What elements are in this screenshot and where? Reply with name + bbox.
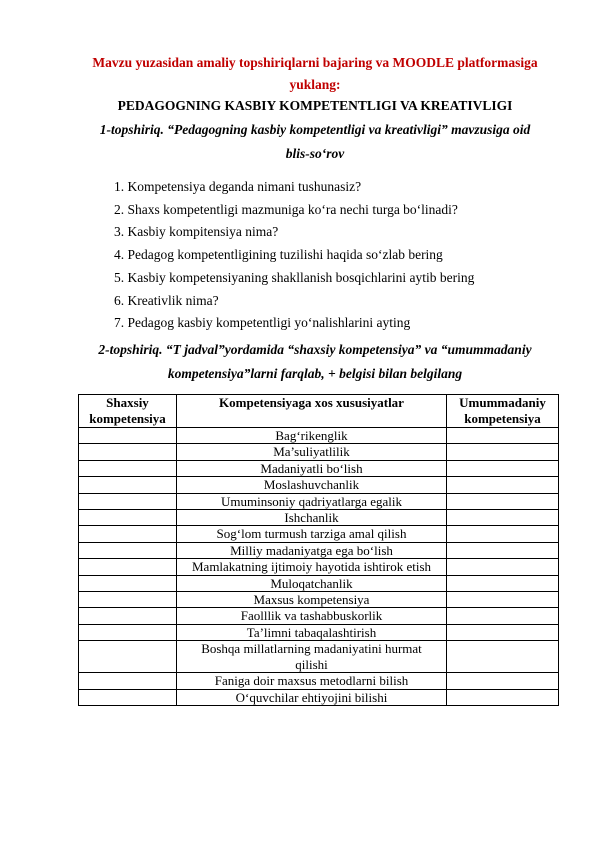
instruction-line-2: yuklang: bbox=[289, 77, 341, 92]
umummadaniy-cell[interactable] bbox=[447, 428, 559, 444]
question-item: 6. Kreativlik nima? bbox=[114, 292, 219, 308]
table-row bbox=[79, 624, 559, 640]
shaxsiy-cell[interactable] bbox=[79, 444, 177, 460]
shaxsiy-cell[interactable] bbox=[79, 592, 177, 608]
header-xususiyatlar: Kompetensiyaga xos xususiyatlar bbox=[177, 395, 447, 428]
trait-cell: Madaniyatli bo‘lish bbox=[177, 460, 447, 476]
table-row bbox=[79, 641, 559, 673]
trait-cell: Ta’limni tabaqalashtirish bbox=[177, 624, 447, 640]
header-umummadaniy: Umummadaniy kompetensiya bbox=[447, 395, 559, 428]
umummadaniy-cell[interactable] bbox=[447, 460, 559, 476]
question-item: 7. Pedagog kasbiy kompetentligi yo‘nalishlarini ayting bbox=[114, 315, 411, 331]
trait-cell: Moslashuvchanlik bbox=[177, 477, 447, 493]
task1-heading-line2: blis-so‘rov bbox=[285, 146, 345, 161]
task2-heading-line1: 2-topshiriq. “T jadval”yordamida “shaxsiy kompetensiya” va “umummadaniy bbox=[98, 342, 532, 357]
shaxsiy-cell[interactable] bbox=[79, 542, 177, 558]
umummadaniy-cell[interactable] bbox=[447, 559, 559, 575]
umummadaniy-cell[interactable] bbox=[447, 444, 559, 460]
task2-heading-line2: kompetensiya”larni farqlab, + belgisi bilan belgilang bbox=[167, 366, 463, 381]
question-item: 3. Kasbiy kompitensiya nima? bbox=[114, 224, 279, 240]
shaxsiy-cell[interactable] bbox=[79, 559, 177, 575]
shaxsiy-cell[interactable] bbox=[79, 673, 177, 689]
t-table bbox=[78, 394, 559, 706]
table-row bbox=[79, 510, 559, 526]
shaxsiy-cell[interactable] bbox=[79, 460, 177, 476]
table-row bbox=[79, 444, 559, 460]
umummadaniy-cell[interactable] bbox=[447, 493, 559, 509]
trait-cell: Ma’suliyatlilik bbox=[177, 444, 447, 460]
table-row bbox=[79, 526, 559, 542]
question-item: 5. Kasbiy kompetensiyaning shakllanish bosqichlarini aytib bering bbox=[114, 269, 475, 285]
table-row bbox=[79, 428, 559, 444]
umummadaniy-cell[interactable] bbox=[447, 624, 559, 640]
table-row bbox=[79, 542, 559, 558]
shaxsiy-cell[interactable] bbox=[79, 575, 177, 591]
shaxsiy-cell[interactable] bbox=[79, 493, 177, 509]
trait-cell: Maxsus kompetensiya bbox=[177, 592, 447, 608]
table-row bbox=[79, 592, 559, 608]
umummadaniy-cell[interactable] bbox=[447, 689, 559, 705]
table-row bbox=[79, 460, 559, 476]
trait-cell: O‘quvchilar ehtiyojini bilishi bbox=[177, 689, 447, 705]
shaxsiy-cell[interactable] bbox=[79, 624, 177, 640]
trait-cell: Umuminsoniy qadriyatlarga egalik bbox=[177, 493, 447, 509]
table-row bbox=[79, 689, 559, 705]
trait-cell: Boshqa millatlarning madaniyatini hurmat qilishi bbox=[177, 641, 447, 673]
umummadaniy-cell[interactable] bbox=[447, 673, 559, 689]
shaxsiy-cell[interactable] bbox=[79, 526, 177, 542]
table-header-row bbox=[79, 395, 559, 428]
umummadaniy-cell[interactable] bbox=[447, 641, 559, 673]
umummadaniy-cell[interactable] bbox=[447, 575, 559, 591]
umummadaniy-cell[interactable] bbox=[447, 608, 559, 624]
question-item: 4. Pedagog kompetentligining tuzilishi haqida so‘zlab bering bbox=[114, 247, 443, 263]
table-row bbox=[79, 559, 559, 575]
page-title: PEDAGOGNING KASBIY KOMPETENTLIGI VA KREATIVLIGI bbox=[117, 98, 513, 113]
trait-cell: Faolllik va tashabbuskorlik bbox=[177, 608, 447, 624]
trait-cell: Mamlakatning ijtimoiy hayotida ishtirok etish bbox=[177, 559, 447, 575]
umummadaniy-cell[interactable] bbox=[447, 542, 559, 558]
trait-cell: Milliy madaniyatga ega bo‘lish bbox=[177, 542, 447, 558]
umummadaniy-cell[interactable] bbox=[447, 592, 559, 608]
question-item: 1. Kompetensiya deganda nimani tushunasiz? bbox=[114, 179, 362, 194]
header-shaxsiy: Shaxsiy kompetensiya bbox=[79, 395, 177, 428]
table-row bbox=[79, 673, 559, 689]
shaxsiy-cell[interactable] bbox=[79, 608, 177, 624]
trait-cell: Muloqatchanlik bbox=[177, 575, 447, 591]
trait-cell: Ishchanlik bbox=[177, 510, 447, 526]
shaxsiy-cell[interactable] bbox=[79, 477, 177, 493]
shaxsiy-cell[interactable] bbox=[79, 641, 177, 673]
table-row bbox=[79, 608, 559, 624]
trait-cell: Bag‘rikenglik bbox=[177, 428, 447, 444]
umummadaniy-cell[interactable] bbox=[447, 526, 559, 542]
shaxsiy-cell[interactable] bbox=[79, 689, 177, 705]
shaxsiy-cell[interactable] bbox=[79, 428, 177, 444]
shaxsiy-cell[interactable] bbox=[79, 510, 177, 526]
instruction-line-1: Mavzu yuzasidan amaliy topshiriqlarni bajaring va MOODLE platformasiga bbox=[92, 55, 538, 70]
table-row bbox=[79, 477, 559, 493]
table-row bbox=[79, 575, 559, 591]
umummadaniy-cell[interactable] bbox=[447, 510, 559, 526]
trait-cell: Sog‘lom turmush tarziga amal qilish bbox=[177, 526, 447, 542]
question-item: 2. Shaxs kompetentligi mazmuniga ko‘ra nechi turga bo‘linadi? bbox=[114, 201, 458, 217]
umummadaniy-cell[interactable] bbox=[447, 477, 559, 493]
task1-heading-line1: 1-topshiriq. “Pedagogning kasbiy kompetentligi va kreativligi” mavzusiga oid bbox=[99, 122, 531, 137]
table-row bbox=[79, 493, 559, 509]
trait-cell: Faniga doir maxsus metodlarni bilish bbox=[177, 673, 447, 689]
question-list bbox=[114, 176, 474, 335]
